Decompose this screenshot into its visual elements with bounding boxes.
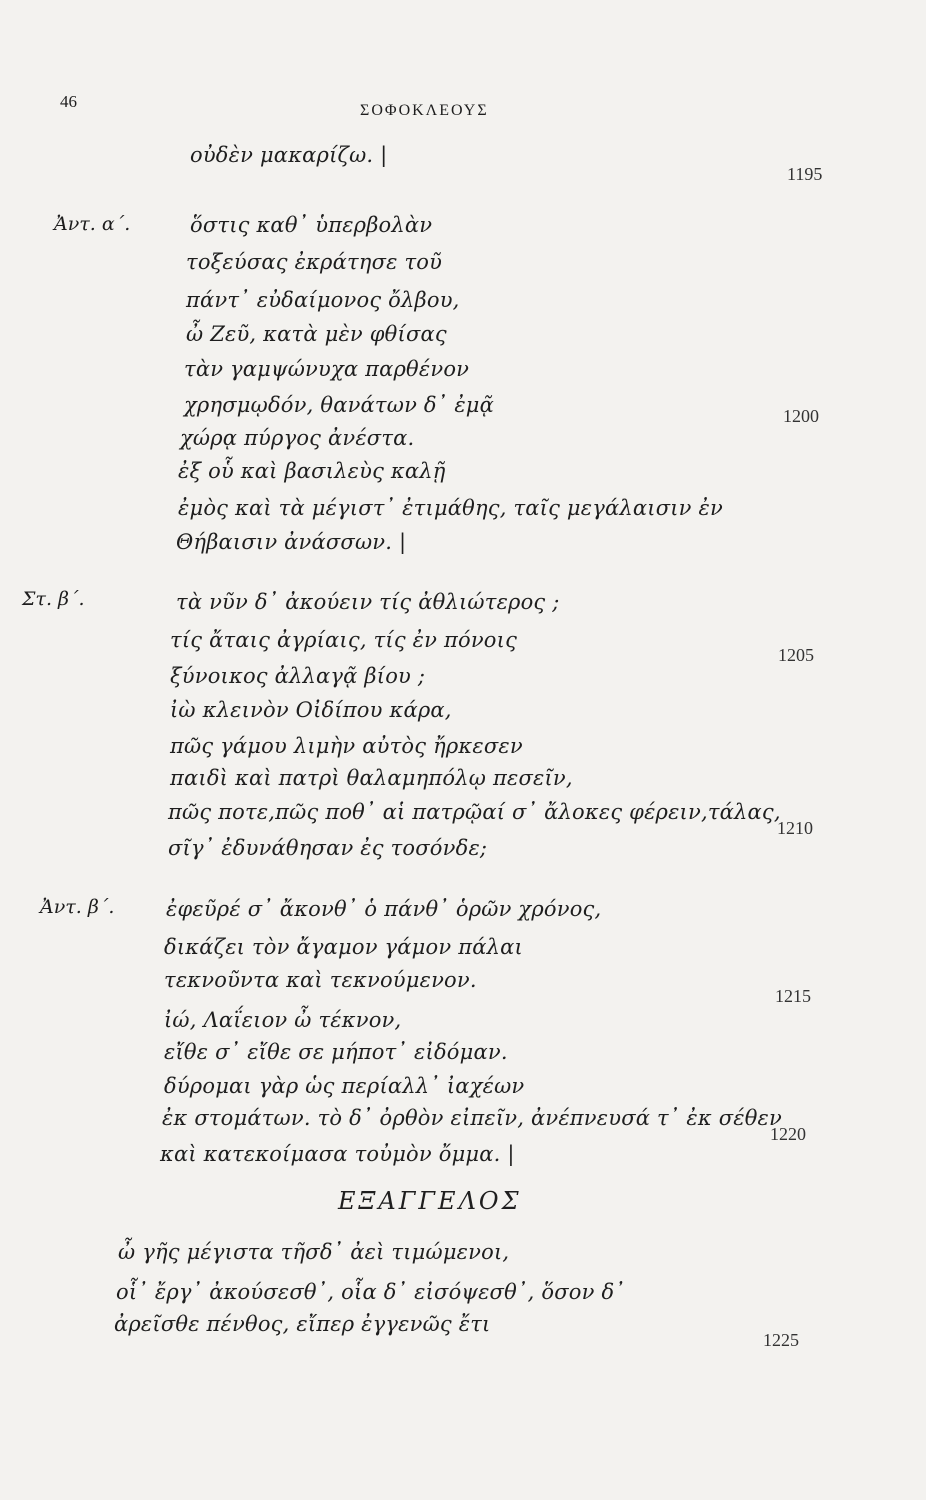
verse-line: εἴθε σ᾽ εἴθε σε μήποτ᾽ εἰδόμαν. — [164, 1040, 508, 1064]
verse-line: σῖγ᾽ ἐδυνάθησαν ἐς τοσόνδε; — [168, 836, 488, 860]
verse-line: ἰώ, Λαΐειον ὦ τέκνον, — [164, 1008, 402, 1032]
verse-line: χρησμῳδόν, θανάτων δ᾽ ἐμᾷ — [184, 393, 495, 417]
running-head: ΣΟΦΟΚΛΕΟΥΣ — [360, 102, 489, 119]
verse-line: τοξεύσας ἐκράτησε τοῦ — [186, 250, 443, 274]
verse-line: καὶ κατεκοίμασα τοὐμὸν ὄμμα. | — [160, 1142, 515, 1166]
verse-line: δικάζει τὸν ἄγαμον γάμον πάλαι — [164, 935, 523, 959]
verse-line: πάντ᾽ εὐδαίμονος ὄλβου, — [186, 288, 460, 312]
strophe-b-marker: Στ. β΄. — [22, 588, 85, 610]
antistrophe-a-marker: Ἀντ. α΄. — [54, 213, 131, 235]
verse-line: τεκνοῦντα καὶ τεκνούμενον. — [164, 968, 477, 992]
verse-line: παιδὶ καὶ πατρὶ θαλαμηπόλῳ πεσεῖν, — [170, 766, 573, 790]
verse-line: πῶς γάμου λιμὴν αὐτὸς ἤρκεσεν — [170, 734, 523, 758]
verse-line: τὰν γαμψώνυχα παρθένον — [184, 357, 470, 381]
verse-line: πῶς ποτε,πῶς ποθ᾽ αἱ πατρῷαί σ᾽ ἄλοκες φέρειν,τάλας, — [168, 800, 781, 824]
verse-line: τίς ἄταις ἀγρίαις, τίς ἐν πόνοις — [170, 628, 518, 652]
line-number: 1220 — [770, 1124, 806, 1144]
verse-line: τὰ νῦν δ᾽ ἀκούειν τίς ἀθλιώτερος ; — [176, 590, 560, 614]
verse-line: ἐκ στομάτων. τὸ δ᾽ ὀρθὸν εἰπεῖν, ἀνέπνευσά τ᾽ ἐκ σέθεν — [162, 1106, 782, 1130]
line-number: 1200 — [783, 406, 819, 426]
verse-line: Θήβαισιν ἀνάσσων. | — [176, 530, 407, 554]
verse-line: ὅστις καθ᾽ ὑπερβολὰν — [190, 213, 433, 237]
antistrophe-b-marker: Ἀντ. β΄. — [40, 896, 115, 918]
verse-line: ξύνοικος ἀλλαγᾷ βίου ; — [170, 664, 426, 688]
speaker-heading: ΕΞΑΓΓΕΛΟΣ — [338, 1187, 522, 1215]
verse-line: ἐφεῦρέ σ᾽ ἄκονθ᾽ ὁ πάνθ᾽ ὁρῶν χρόνος, — [166, 897, 602, 921]
verse-line: ἀρεῖσθε πένθος, εἴπερ ἐγγενῶς ἔτι — [114, 1312, 491, 1336]
verse-line: ὦ Ζεῦ, κατὰ μὲν φθίσας — [186, 322, 447, 346]
line-number: 1225 — [763, 1330, 799, 1350]
verse-line: χώρᾳ πύργος ἀνέστα. — [180, 426, 415, 450]
line-number: 1205 — [778, 645, 814, 665]
verse-line: οὐδὲν μακαρίζω. | — [190, 143, 388, 167]
line-number: 1210 — [777, 818, 813, 838]
line-number: 1215 — [775, 986, 811, 1006]
verse-line: ἰὼ κλεινὸν Οἰδίπου κάρα, — [170, 698, 452, 722]
page-number: 46 — [60, 92, 77, 111]
line-number: 1195 — [787, 164, 823, 184]
verse-line: οἷ᾽ ἔργ᾽ ἀκούσεσθ᾽, οἷα δ᾽ εἰσόψεσθ᾽, ὅσον δ᾽ — [116, 1280, 625, 1304]
verse-line: ὦ γῆς μέγιστα τῆσδ᾽ ἀεὶ τιμώμενοι, — [118, 1240, 510, 1264]
verse-line: ἐξ οὗ καὶ βασιλεὺς καλῇ — [178, 459, 446, 483]
verse-line: ἐμὸς καὶ τὰ μέγιστ᾽ ἐτιμάθης, ταῖς μεγάλαισιν ἐν — [178, 496, 723, 520]
verse-line: δύρομαι γὰρ ὡς περίαλλ᾽ ἰαχέων — [164, 1074, 525, 1098]
